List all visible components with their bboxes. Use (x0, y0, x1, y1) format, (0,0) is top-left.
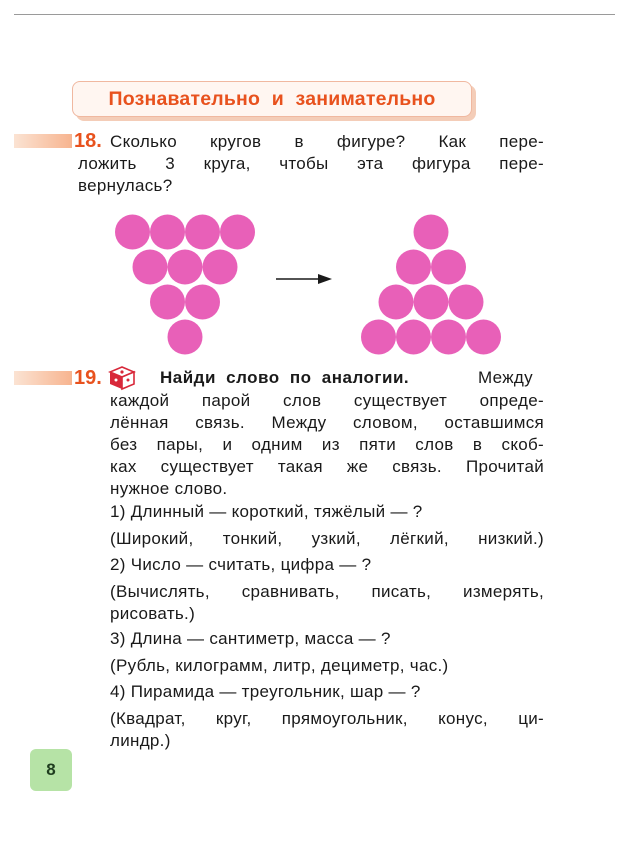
item-2-options-cont: рисовать.) (110, 604, 196, 623)
task-19-intro-start: Между (478, 368, 533, 387)
before-circle (150, 215, 185, 250)
before-circle (220, 215, 255, 250)
before-circle (168, 320, 203, 355)
task-18-number: 18. (74, 130, 102, 152)
arrow-right-icon (276, 274, 332, 284)
task-19-intro-line-6: нужное слово. (110, 479, 228, 498)
page-number: 8 (46, 760, 56, 779)
after-circle (379, 285, 414, 320)
before-circle (203, 250, 238, 285)
before-circle (168, 250, 203, 285)
before-circle (115, 215, 150, 250)
item-3-question: 3) Длина — сантиметр, масса — ? (110, 629, 391, 648)
before-circle (133, 250, 168, 285)
after-circle (466, 320, 501, 355)
task-19-intro-line-4: без пары, и одним из пяти слов в скоб- (110, 435, 544, 454)
triangle-down-figure (115, 215, 255, 355)
item-4-question: 4) Пирамида — треугольник, шар — ? (110, 682, 421, 701)
item-4-options-cont: линдр.) (110, 731, 171, 750)
after-circle (396, 250, 431, 285)
task-18-line-2: ложить 3 круга, чтобы эта фигура пере- (78, 154, 544, 173)
item-1-question: 1) Длинный — короткий, тяжёлый — ? (110, 502, 423, 521)
after-circle (449, 285, 484, 320)
task-18-line-3: вернулась? (78, 176, 173, 195)
task-18-line-1: Сколько кругов в фигуре? Как пере- (110, 132, 544, 151)
puzzle-cube-icon (108, 365, 136, 391)
item-1-options: (Широкий, тонкий, узкий, лёгкий, низкий.) (110, 529, 544, 548)
after-circle (431, 250, 466, 285)
task-19-intro-line-3: лённая связь. Между словом, оставшимся (110, 413, 544, 432)
after-circle (414, 285, 449, 320)
item-4-options: (Квадрат, круг, прямоугольник, конус, ци- (110, 709, 544, 728)
before-circle (185, 215, 220, 250)
triangle-up-figure (361, 215, 501, 355)
task-19-marker (14, 371, 72, 385)
item-2-question: 2) Число — считать, цифра — ? (110, 555, 372, 574)
banner-title: Познавательно и занимательно (108, 87, 436, 110)
after-circle (431, 320, 466, 355)
task-19-title: Найди слово по аналогии. (160, 368, 410, 387)
after-circle (396, 320, 431, 355)
after-circle (361, 320, 396, 355)
before-circle (185, 285, 220, 320)
before-circle (150, 285, 185, 320)
task-19-intro-line-5: ках существует такая же связь. Прочитай (110, 457, 544, 476)
task-19-intro-line-2: каждой парой слов существует опреде- (110, 391, 544, 410)
item-3-options: (Рубль, килограмм, литр, дециметр, час.) (110, 656, 449, 675)
item-2-options: (Вычислять, сравнивать, писать, измерять, (110, 582, 544, 601)
after-circle (414, 215, 449, 250)
page-number-badge (30, 749, 72, 791)
task-19-number: 19. (74, 367, 102, 389)
